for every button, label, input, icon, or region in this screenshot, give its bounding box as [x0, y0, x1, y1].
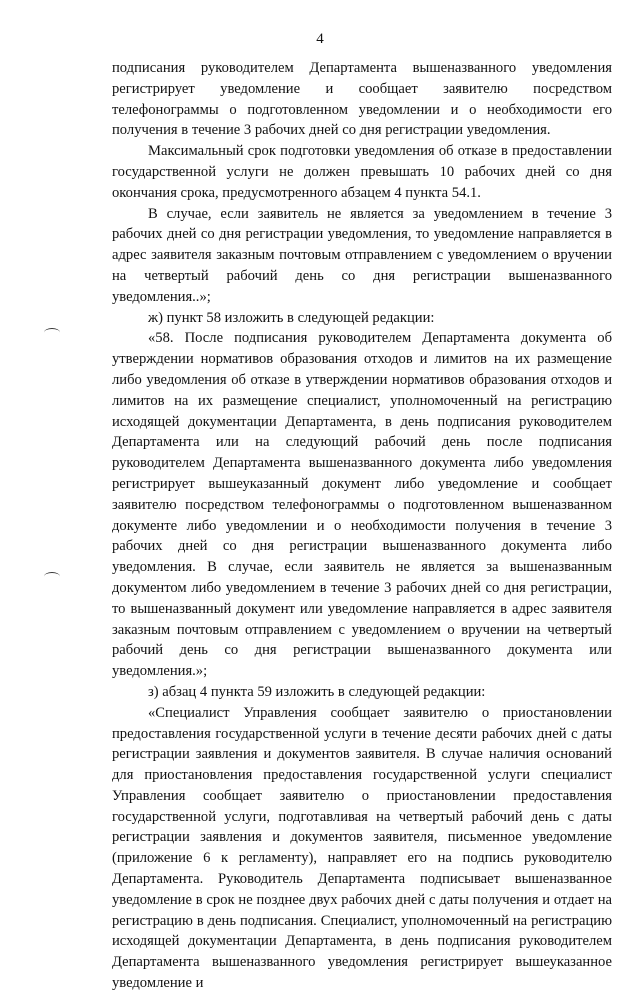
document-body — [112, 58, 612, 994]
margin-mark-top — [44, 328, 60, 337]
paragraph-max-term: Максимальный срок подготовки уведомления об отказе в предоставлении государственной услуги не должен превышать 10 рабочих дней со дня окончания срока, предусмотренного абзацем 4 пункта 54.1. — [112, 143, 612, 201]
paragraph-specialist: «Специалист Управления сообщает заявителю о приостановлении предоставления государственной услуги в течение десяти рабочих дней с даты регистрации заявления и документов заявителя. В случае наличия оснований для приостановления предоставления государственной услуги специалист Управления сообщает заявителю о приостановлении предоставления государственной услуги, подготавливая на четвертый рабочий день с даты регистрации заявления и документов заявителя, письменное уведомление (приложение 6 к регламенту), направляет его на подпись руководителю Департамента. Руководитель Департамента подписывает вышеназванное уведомление в срок не позднее двух рабочих дней с даты получения и отдает на регистрацию в день подписания. Специалист, уполномоченный на регистрацию исходящей документации Департамента, в день подписания руководителем Департамента вышеназванного уведомления регистрирует вышеуказанное уведомление и — [112, 704, 612, 992]
page-number: 4 — [316, 31, 324, 47]
paragraph-item-zh: ж) пункт 58 изложить в следующей редакции: — [148, 309, 435, 326]
paragraph-continuation: подписания руководителем Департамента вышеназванного уведомления регистрирует уведомление и сообщает заявителю посредством телефонограммы о подготовленном уведомлении и о необходимости его получения в течение 3 рабочих дней со дня регистрации уведомления. — [112, 60, 612, 139]
margin-mark-bottom — [44, 572, 60, 581]
paragraph-point-58: «58. После подписания руководителем Департамента документа об утверждении нормативов образования отходов и лимитов на их размещение либо уведомления об отказе в утверждении нормативов образования отходов и лимитов на их размещение специалист, уполномоченный на регистрацию исходящей документации Департамента, в день подписания руководителем Департамента или на следующий рабочий день после подписания руководителем Департамента вышеназванного документа либо уведомления регистрирует вышеуказанный документ либо уведомление и сообщает заявителю посредством телефонограммы о подготовленном вышеназванном документе либо уведомлении и о необходимости получения в течение 3 рабочих дней со дня регистрации вышеназванного документа либо уведомления. В случае, если заявитель не является за вышеназванным документом либо уведомлением в течение 3 рабочих дней со дня регистрации, то вышеназванный документ или уведомление направляется в адрес заявителя заказным почтовым отправлением с уведомлением о вручении на четвертый рабочий день со дня регистрации вышеназванного документа или уведомления.»; — [112, 330, 612, 680]
paragraph-no-show: В случае, если заявитель не является за уведомлением в течение 3 рабочих дней со дня регистрации уведомления, то уведомление направляется в адрес заявителя заказным почтовым отправлением с уведомлением о вручении на четвертый рабочий день со дня регистрации вышеназванного уведомления..»; — [112, 205, 612, 305]
paragraph-item-z: з) абзац 4 пункта 59 изложить в следующей редакции: — [148, 683, 486, 700]
